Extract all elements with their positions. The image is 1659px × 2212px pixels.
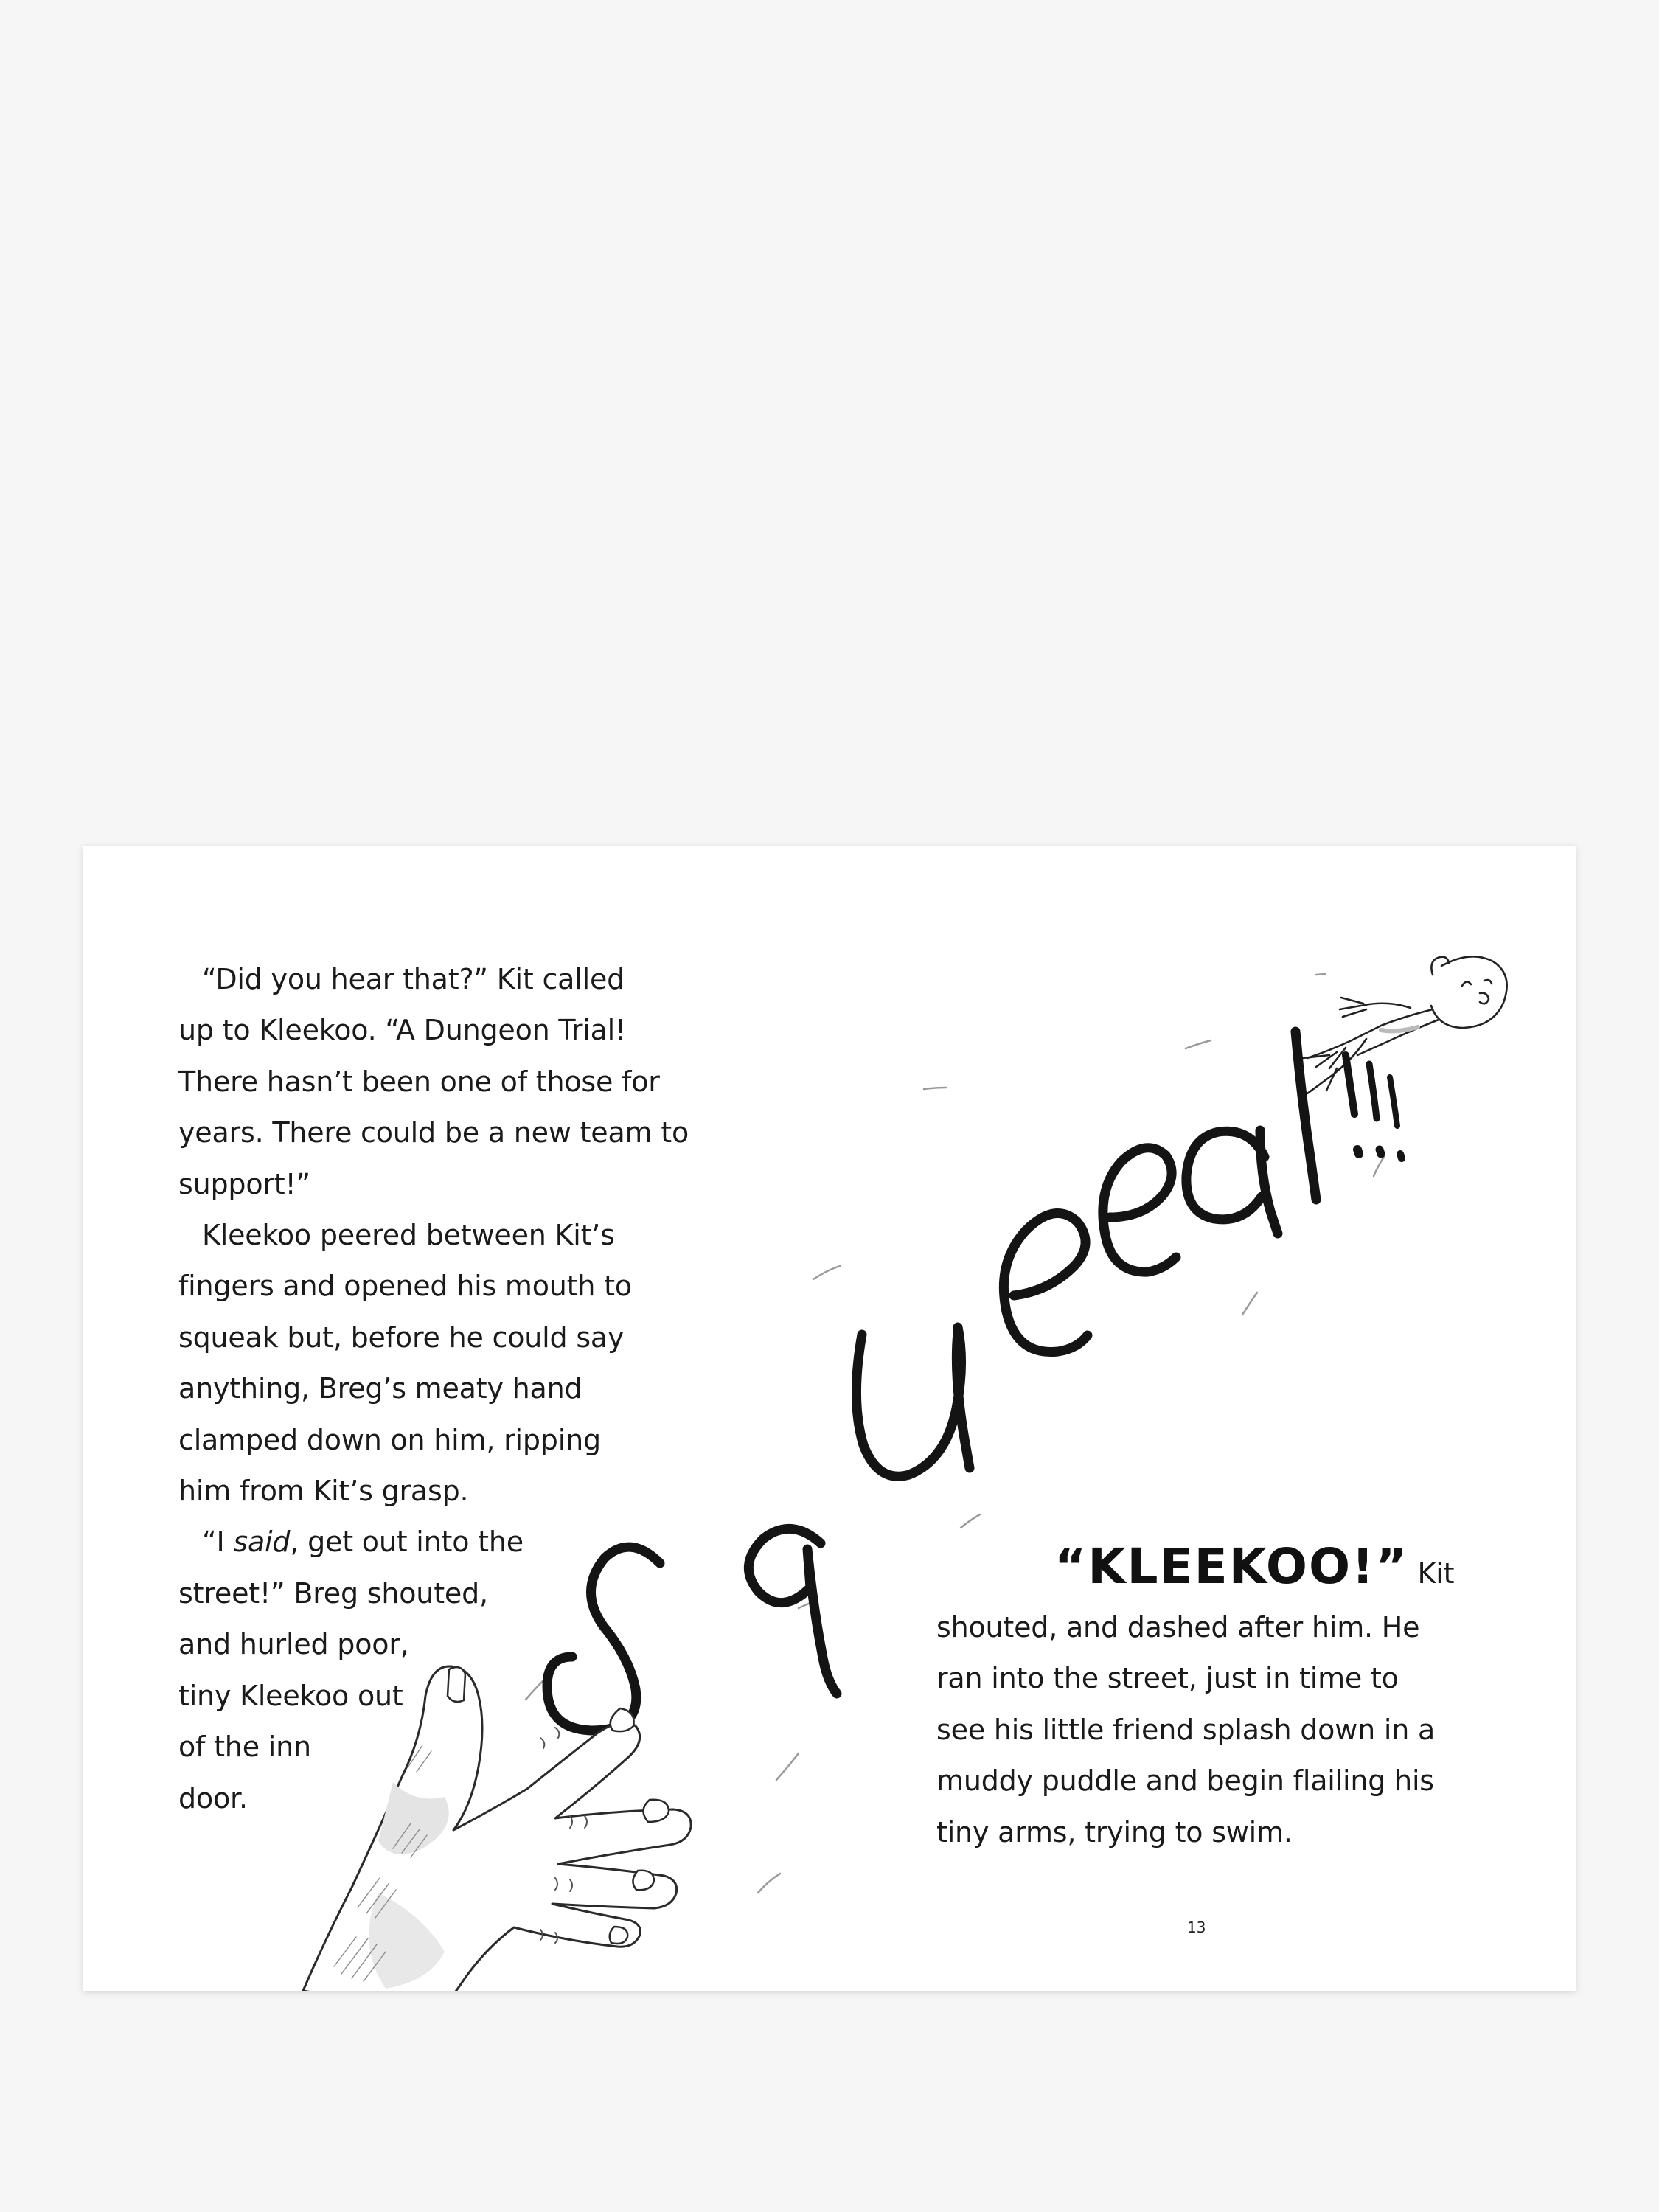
- text-line: see his little friend splash down in a: [936, 1713, 1436, 1746]
- text-line: muddy puddle and begin flailing his: [936, 1764, 1434, 1798]
- shout-heading: “KLEEKOO!”: [1054, 1538, 1409, 1595]
- text-line: anything, Breg’s meaty hand: [178, 1372, 582, 1405]
- text-line: of the inn: [178, 1731, 311, 1764]
- text-line: tiny Kleekoo out: [178, 1679, 403, 1712]
- text-fragment: “I: [202, 1526, 234, 1559]
- text-line: There hasn’t been one of those for: [178, 1065, 660, 1098]
- text-line: “Did you hear that?” Kit called: [202, 963, 625, 995]
- text-line: support!”: [178, 1167, 311, 1200]
- right-page-text: [936, 1538, 1526, 1858]
- text-line: [178, 1517, 842, 1568]
- text-fragment: Kit: [1408, 1557, 1455, 1590]
- text-line: door.: [178, 1781, 248, 1815]
- text-line: tiny arms, trying to swim.: [936, 1815, 1293, 1848]
- text-line: ran into the street, just in time to: [936, 1662, 1399, 1695]
- text-line: Kleekoo peered between Kit’s: [202, 1219, 615, 1252]
- page-number: 13: [1187, 1919, 1206, 1936]
- text-fragment: , get out into the: [290, 1526, 524, 1559]
- text-line: up to Kleekoo. “A Dungeon Trial!: [178, 1014, 627, 1047]
- text-line: clamped down on him, ripping: [178, 1423, 601, 1456]
- text-line: years. There could be a new team to: [178, 1116, 689, 1150]
- flying-kleekoo-icon: [1303, 956, 1507, 1093]
- text-line: him from Kit’s grasp.: [178, 1475, 469, 1508]
- text-line: fingers and opened his mouth to: [178, 1270, 632, 1303]
- text-line: shouted, and dashed after him. He: [936, 1611, 1420, 1644]
- shout-line: [936, 1538, 1526, 1602]
- emphasis-text: said: [233, 1526, 291, 1559]
- text-line: street!” Breg shouted,: [178, 1576, 488, 1610]
- text-line: and hurled poor,: [178, 1628, 409, 1661]
- left-page-text: [178, 954, 842, 1824]
- text-line: squeak but, before he could say: [178, 1321, 625, 1354]
- book-spread: [83, 846, 1576, 1991]
